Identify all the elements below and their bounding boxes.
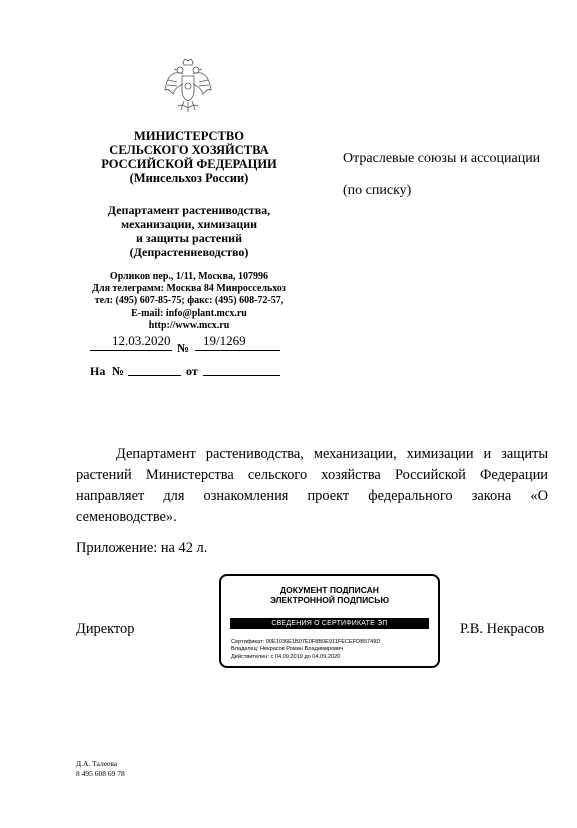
letter-body: Департамент растениводства, механизации, химизации и защиты растений Министерства сельского хозяйства Российской Федерации направляет для ознакомления проект федерального закона «О семеноводстве». [76,446,548,525]
stamp-owner: Владелец: Некрасов Роман Владимирович [231,646,344,653]
addressee-line: Отраслевые союзы и ассоциации [343,151,541,166]
department-line: и защиты растений [135,231,242,245]
addressee-note: (по списку) [343,183,412,198]
stamp-validity: Действителен: с 04.09.2019 до 04.09.2020 [231,653,341,660]
telegram-line: Для телеграмм: Москва 84 Минроссельхоз [92,283,286,295]
reply-number-symbol: № [112,364,125,378]
signer-position: Директор [76,621,135,637]
stamp-details [231,639,380,661]
electronic-signature-stamp [219,574,440,668]
coat-of-arms-emblem [163,58,213,116]
registration-number-underline [195,350,280,351]
stamp-title [221,585,438,605]
signer-name: Р.В. Некрасов [460,621,545,637]
address-line: Орликов пер., 1/11, Москва, 107996 [109,271,269,282]
ministry-address [84,271,294,332]
phone-fax-line: тел: (495) 607-85-75; факс: (495) 608-72-57, [94,295,284,307]
executor-info [76,759,125,779]
ministry-name-line: РОССИЙСКОЙ ФЕДЕРАЦИИ [101,157,277,171]
reply-date-underline [203,375,280,376]
stamp-certificate-header: СВЕДЕНИЯ О СЕРТИФИКАТЕ ЭП [230,618,429,629]
email-line: E-mail: info@plant.mcx.ru [131,307,247,319]
stamp-certificate: Сертификат: 00E1036E1B07E0F8B0E911FECEFDB5749D [231,639,381,645]
stamp-title-line: ДОКУМЕНТ ПОДПИСАН [280,585,379,595]
executor-name: Д.А. Талеева [76,759,118,768]
website-line: http://www.mcx.ru [148,319,230,331]
addressee-block [343,150,563,200]
department-name [96,203,282,259]
reply-from-label: от [186,364,198,378]
ministry-name [96,129,282,185]
stamp-title-line: ЭЛЕКТРОННОЙ ПОДПИСЬЮ [269,595,390,605]
executor-phone: 8 495 608 69 78 [76,769,125,778]
department-line: механизации, химизации [120,217,258,231]
registration-date: 12.03.2020 [112,333,171,348]
ministry-name-line: МИНИСТЕРСТВО [134,129,244,143]
department-short-name: (Депрастениеводство) [129,245,249,259]
reply-to-label: На [90,364,106,378]
registration-number-symbol: № [177,341,190,355]
attachment-note: Приложение: на 42 л. [76,540,208,556]
ministry-name-line: СЕЛЬСКОГО ХОЗЯЙСТВА [109,143,269,157]
reply-number-underline [128,375,181,376]
registration-number: 19/1269 [203,333,246,348]
ministry-short-name: (Минсельхоз России) [129,171,249,185]
department-line: Департамент растениводства, [107,203,271,217]
registration-date-underline [90,350,172,351]
